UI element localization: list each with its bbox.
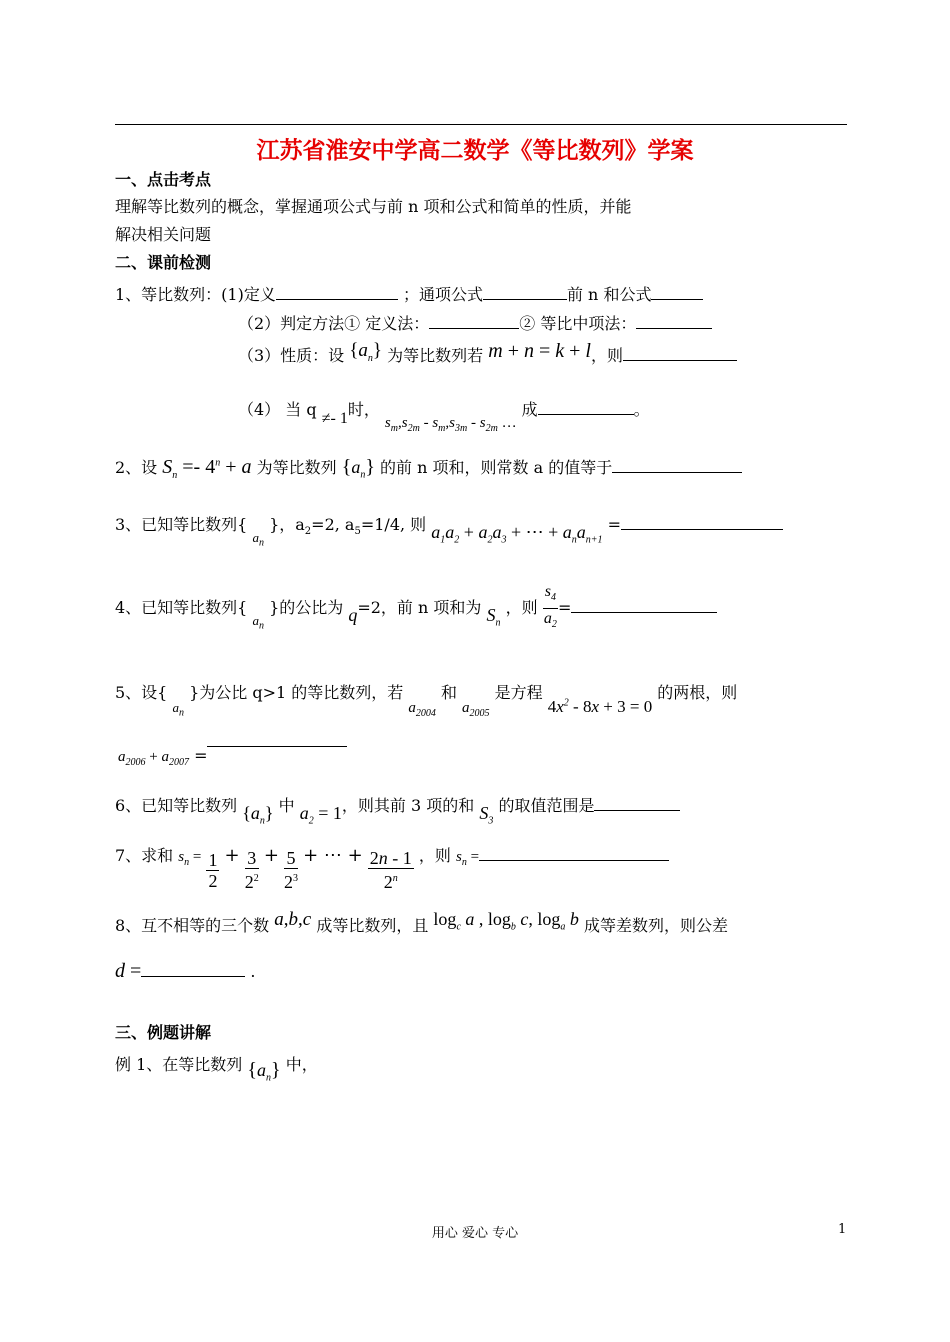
- q4-sn-symbol: $S_n$: [486, 605, 501, 629]
- q1-property-blank[interactable]: [623, 344, 737, 361]
- q1-seq-expr: $\{a_n\}$: [349, 340, 383, 364]
- q1-mean-method-label: ② 等比中项法：: [519, 314, 637, 333]
- question-8: [115, 909, 729, 939]
- q1-def-method-blank[interactable]: [429, 312, 519, 329]
- q1-when-q-label: （4） 当 q: [238, 400, 317, 419]
- q7-term-1: $\frac{1}{2}$: [208, 849, 218, 891]
- q6-a2-condition: $a_2 = 1$: [299, 803, 342, 827]
- q7-sn-result: $s_n$ =: [456, 848, 480, 868]
- q5-answer-blank[interactable]: [207, 730, 347, 747]
- q5-let-label: 5、设{: [115, 683, 168, 702]
- q6-seq-expr: $\{a_n\}$: [242, 803, 274, 827]
- q7-sum-label: 7、求和: [115, 845, 174, 865]
- q5-equation: $4x^2 - 8x + 3 = 0$: [547, 697, 653, 716]
- q1-property-label: （3）性质：设: [238, 346, 345, 365]
- q1-sum-blank[interactable]: [651, 283, 703, 300]
- q5-a2004: $a_{2004}$: [408, 700, 436, 719]
- q1-sum-label: 前 n 和公式: [566, 285, 652, 304]
- q8-logs: $\log_c a$ , $\log_b c$, $\log_a b$: [433, 909, 579, 933]
- question-8-answer: d = .: [115, 960, 256, 982]
- q4-then-label: ，则: [505, 598, 538, 618]
- q1-index-condition: m + n = k + l: [488, 340, 591, 362]
- q6-first-three-label: ，则其前 3 项的和: [341, 796, 475, 815]
- page-number: 1: [838, 1222, 847, 1237]
- q8-abc: a,b,c: [274, 909, 312, 930]
- question-2: [115, 455, 742, 481]
- q5-roots-label: 的两根，则: [657, 683, 738, 702]
- example-1-label: 例 1、在等比数列: [115, 1055, 243, 1074]
- example-1-seq-expr: $\{a_n\}$: [247, 1059, 281, 1084]
- q4-ratio-label: }的公比为: [269, 598, 344, 618]
- q4-q-symbol: q: [348, 605, 358, 626]
- q3-answer-blank[interactable]: [621, 513, 783, 530]
- q8-arith-label: 成等差数列，则公差: [584, 916, 729, 935]
- q4-seq-symbol: an: [252, 613, 264, 632]
- question-3: 3、已知等比数列{ $_{a_n}$ }，$a_2=2$, $a_5=1/4$, 则 $a_1a_2 + a_2a_3$ + ⋯ + $a_na_{n+1}$ =: [115, 512, 783, 538]
- q5-equation-label: 是方程: [494, 683, 543, 702]
- q1-partial-sums-expr: $s_m,s_{2m} - s_m,s_{3m} - s_{2m}$ …: [384, 415, 517, 434]
- section-1-line-2: 解决相关问题: [115, 225, 212, 244]
- q3-seq-symbol: an: [252, 530, 264, 549]
- q1-time-label: 时，: [347, 400, 380, 419]
- q1-mean-method-blank[interactable]: [636, 312, 712, 329]
- q5-ratio-label: }为公比 q>1 的等比数列，若: [189, 683, 404, 702]
- q4-known-label: 4、已知等比数列{: [115, 598, 248, 618]
- q6-in-label: 中: [278, 796, 295, 815]
- footer-slogan: 用心 爱心 专心: [431, 1226, 519, 1241]
- question-1-line-3: [238, 340, 737, 369]
- question-6: [115, 793, 680, 827]
- q1-sum-property-blank[interactable]: [538, 398, 634, 415]
- q8-answer-blank[interactable]: [141, 960, 245, 977]
- q1-if-label: 为等比数列若: [387, 346, 484, 365]
- q4-answer-blank[interactable]: [571, 596, 717, 613]
- example-1: [115, 1052, 318, 1084]
- section-1-heading: 一、点击考点: [115, 170, 212, 189]
- q6-s3-symbol: $S_3$: [479, 803, 494, 827]
- header-rule: [115, 124, 847, 125]
- q7-general-term: $\frac{2n - 1}{2^n}$: [369, 848, 412, 892]
- q2-geom-label: 为等比数列: [256, 458, 337, 477]
- q1-then-label: ，则: [590, 346, 623, 365]
- question-1-line-1: [115, 282, 703, 305]
- q8-three-numbers-label: 8、互不相等的三个数: [115, 916, 270, 935]
- page-title: 江苏省淮安中学高二数学《等比数列》学案: [256, 138, 694, 164]
- section-1-line-1: 理解等比数列的概念，掌握通项公式与前 n 项和公式和简单的性质，并能: [115, 197, 632, 216]
- q3-a5-label: =2, a: [311, 515, 355, 534]
- q5-target-sum: $a_{2006} + a_{2007}$: [118, 749, 189, 768]
- q5-and-label: 和: [440, 683, 457, 702]
- q1-definition-blank[interactable]: [276, 283, 398, 300]
- section-3-heading: 三、例题讲解: [115, 1023, 212, 1042]
- q1-q-condition: ≠- 1: [321, 410, 348, 427]
- q7-sn-symbol: $s_n$ =: [178, 848, 202, 868]
- q1-general-term-blank[interactable]: [483, 283, 567, 300]
- q3-then-label: =1/4, 则: [360, 515, 427, 534]
- q2-let-label: 2、设: [115, 458, 158, 477]
- q7-answer-blank[interactable]: [479, 844, 669, 861]
- q4-sum-label: =2，前 n 项和为: [357, 598, 482, 618]
- q2-answer-blank[interactable]: [612, 456, 742, 473]
- q1-definition-label: 1、等比数列：(1)定义: [115, 285, 276, 304]
- q7-term-2: $\frac{3}{2^2}$: [244, 848, 259, 892]
- q1-def-method-label: （2）判定方法① 定义法：: [238, 314, 430, 333]
- q3-known-label: 3、已知等比数列{: [115, 515, 248, 534]
- question-7: 7、求和 $s_n$ = $\frac{1}{2}$ + $\frac{3}{2^2}$ + $\frac{5}{2^3}$ + ⋯ + $\frac{2n - 1}{2^n}$ ，则 $s_n$ =: [115, 848, 669, 892]
- question-1-line-4: （4） 当 q ≠- 1时， $s_m,s_{2m} - s_m,s_{3m} - s_{2m}$ … 成 。: [238, 400, 650, 434]
- q6-answer-blank[interactable]: [594, 794, 680, 811]
- section-2-heading: 二、课前检测: [115, 253, 212, 272]
- q4-fraction: $\frac{s_4}{a_2}$: [543, 583, 557, 631]
- example-1-in-label: 中，: [285, 1055, 318, 1074]
- q5-seq-symbol: an: [172, 700, 184, 719]
- q8-geom-label: 成等比数列，且: [316, 916, 429, 935]
- q8-d-symbol: d =: [115, 960, 142, 982]
- question-5: [115, 680, 738, 719]
- question-1-line-2: [238, 311, 712, 334]
- q1-general-term-label: ；通项公式: [402, 285, 483, 304]
- q7-then-label: ，则: [418, 845, 451, 865]
- q2-seq-expr: $\{a_n\}$: [341, 456, 375, 481]
- q6-known-label: 6、已知等比数列: [115, 796, 238, 815]
- q1-forms-label: 成: [521, 400, 538, 419]
- q7-term-3: $\frac{5}{2^3}$: [284, 848, 298, 892]
- q6-range-label: 的取值范围是: [498, 796, 595, 815]
- q5-a2005: $a_{2005}$: [462, 700, 490, 719]
- question-4: 4、已知等比数列{ $_{a_n}$ }的公比为 q=2，前 n 项和为 $S_n$ ，则 $\frac{s_4}{a_2}$ =: [115, 582, 717, 635]
- q2-sum-formula: $S_n =- 4^n + a$: [162, 456, 252, 481]
- q3-product-sum-expr: $a_1a_2 + a_2a_3$ + ⋯ + $a_na_{n+1}$: [431, 522, 603, 546]
- q3-a2-label: }，a: [269, 515, 305, 534]
- q2-question-text: 的前 n 项和，则常数 a 的值等于: [380, 458, 613, 477]
- question-5-answer: $a_{2006} + a_{2007}$ =: [118, 744, 347, 768]
